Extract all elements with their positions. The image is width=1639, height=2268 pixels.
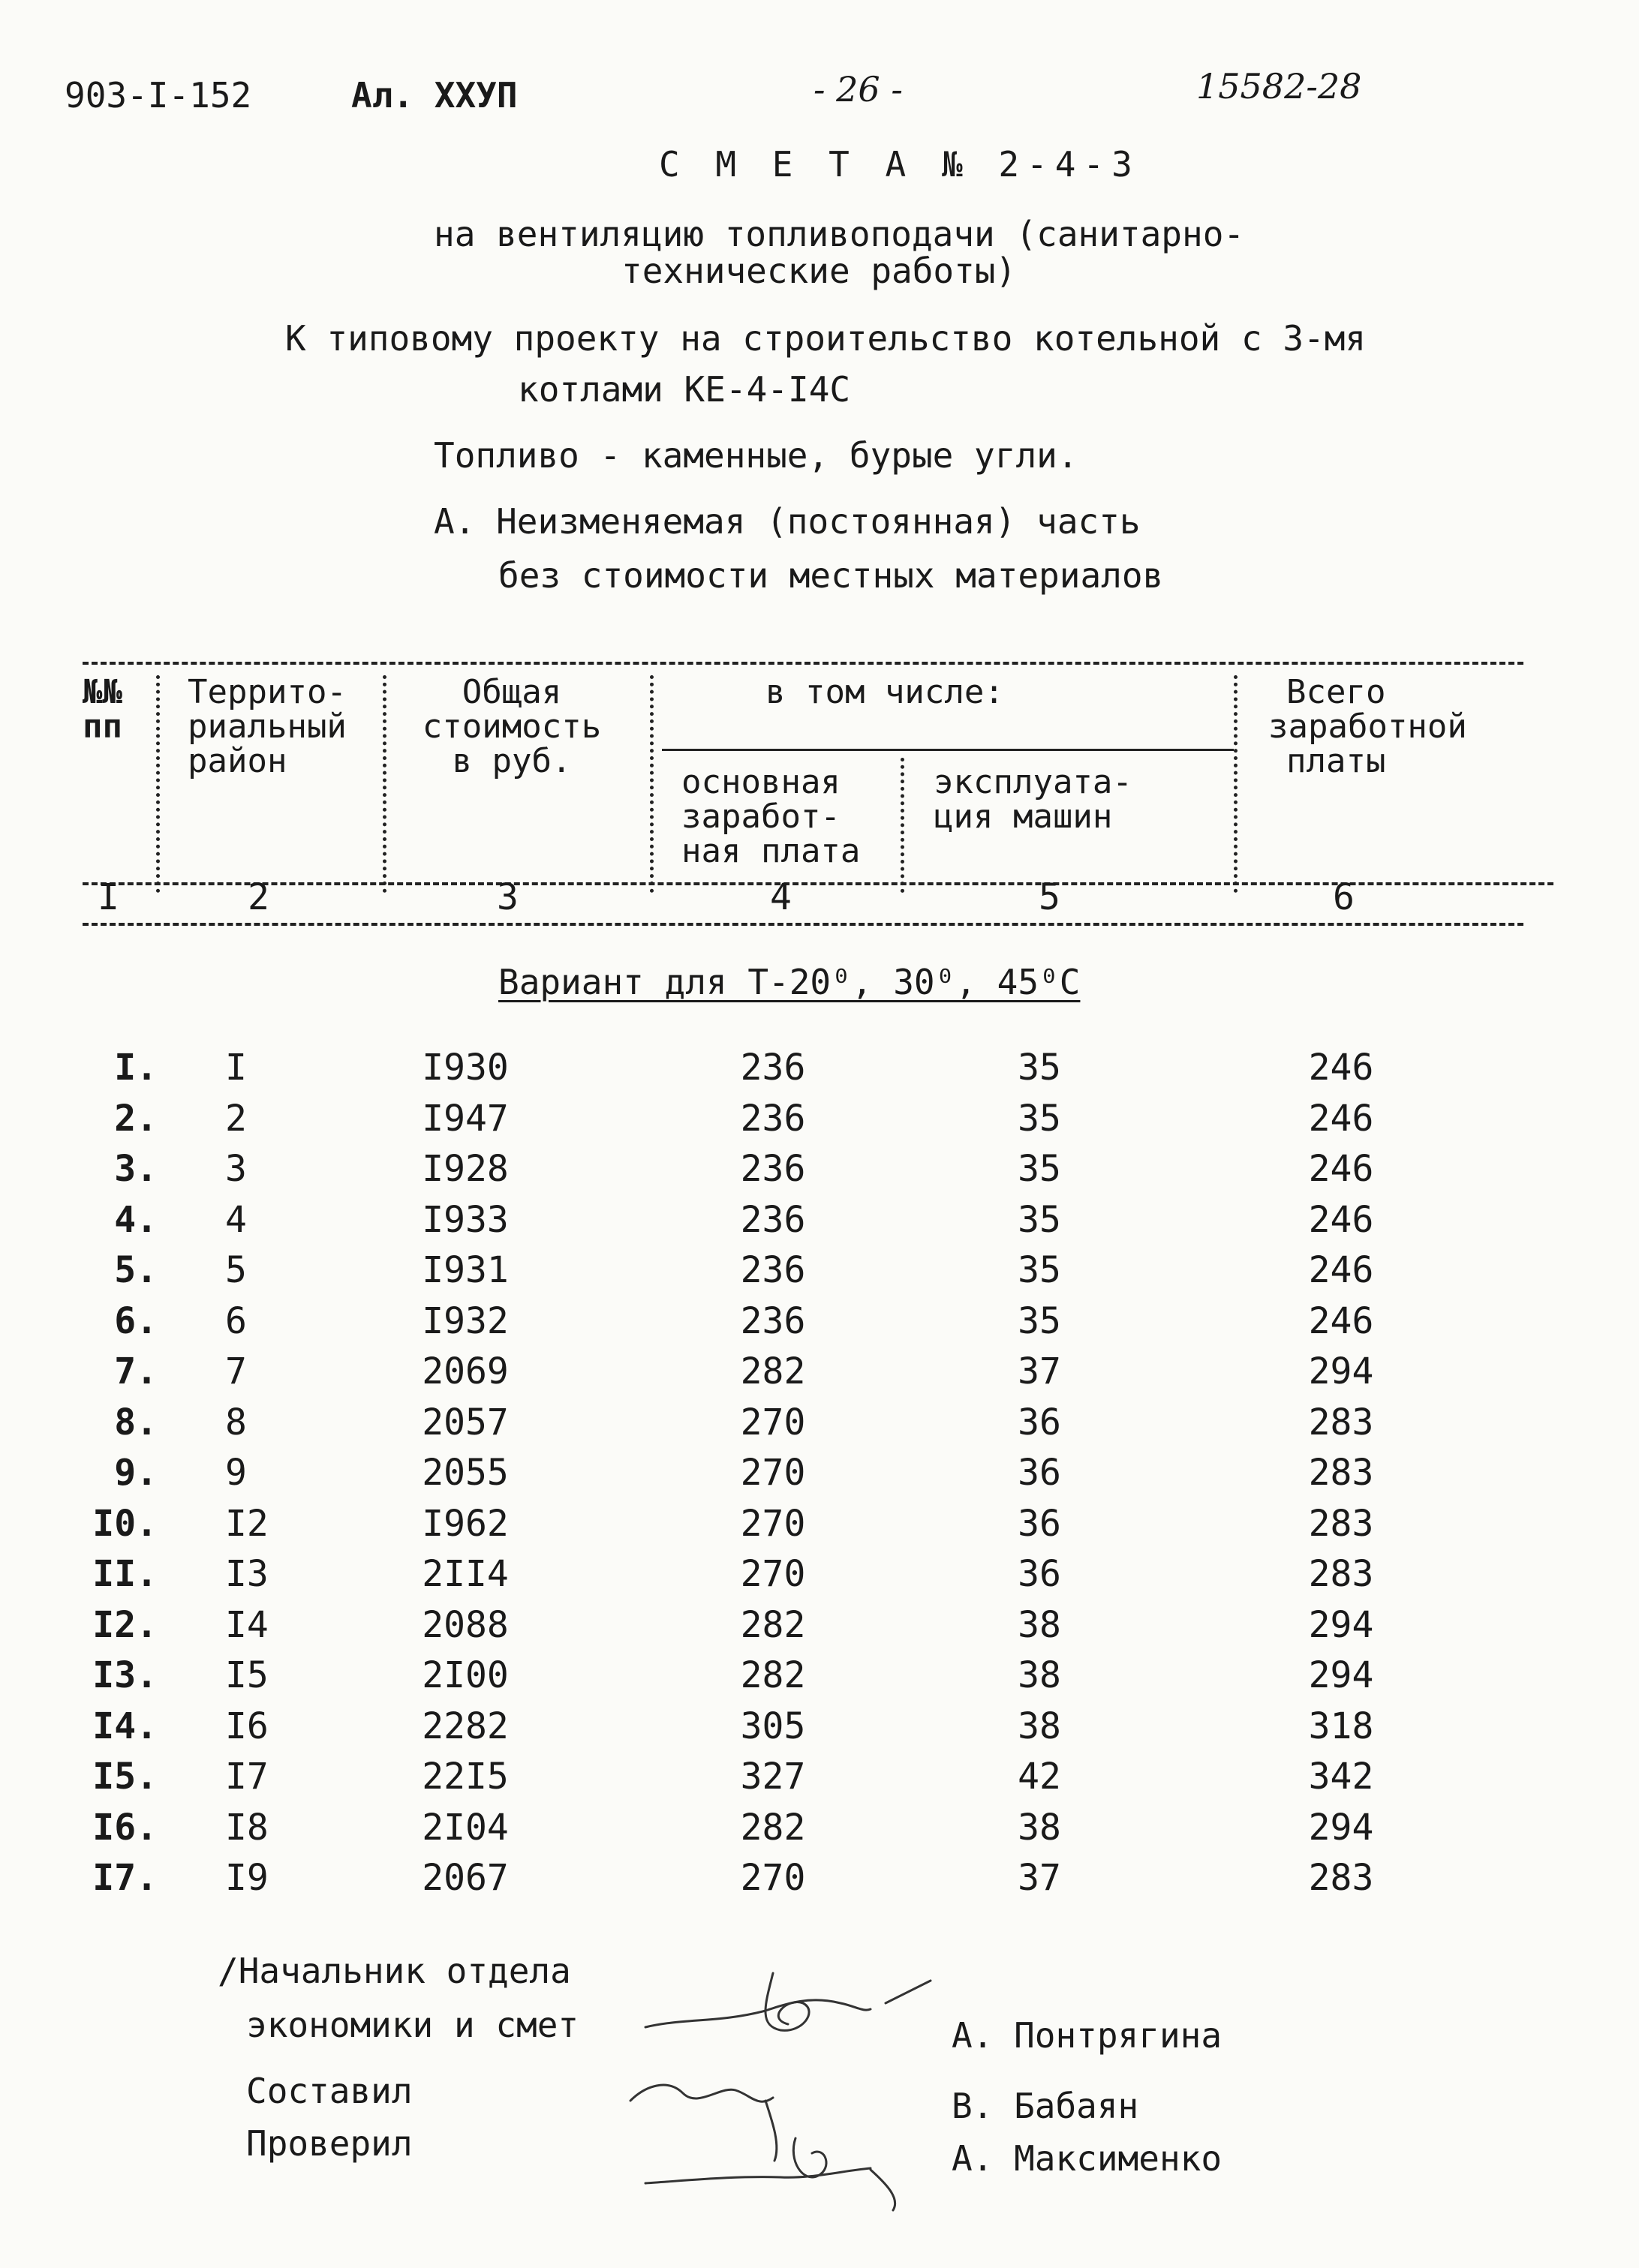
col-separator-5 bbox=[1234, 675, 1238, 893]
cell-total-cost: 2I00 bbox=[422, 1654, 509, 1696]
cell-base-salary: 305 bbox=[740, 1705, 806, 1747]
cell-total-salary: 318 bbox=[1308, 1705, 1374, 1747]
cell-total-cost: I932 bbox=[422, 1299, 509, 1342]
signature-scribbles bbox=[615, 1958, 961, 2213]
cell-base-salary: 270 bbox=[740, 1502, 806, 1545]
col-separator-3 bbox=[650, 675, 654, 893]
cell-total-salary: 283 bbox=[1308, 1401, 1374, 1443]
cell-total-salary: 246 bbox=[1308, 1148, 1374, 1190]
variant-label: Вариант для Т-20⁰, 30⁰, 45⁰С bbox=[498, 962, 1081, 1002]
cell-total-cost: I947 bbox=[422, 1097, 509, 1140]
cell-row-number: 9. bbox=[114, 1452, 158, 1494]
cell-region: 3 bbox=[225, 1148, 247, 1190]
col-numbers-lower-rule bbox=[83, 923, 1523, 926]
cell-total-salary: 294 bbox=[1308, 1654, 1374, 1696]
signature-head-tail bbox=[886, 1981, 931, 2003]
cell-total-cost: 2282 bbox=[422, 1705, 509, 1747]
col-number-1: I bbox=[98, 876, 119, 918]
cell-region: 4 bbox=[225, 1198, 247, 1241]
cell-region: I6 bbox=[225, 1705, 269, 1747]
col-header-total-salary-line-3: платы bbox=[1286, 742, 1386, 780]
signature-compiled-stroke bbox=[630, 2085, 773, 2101]
signer-name-3: А. Максименко bbox=[952, 2138, 1222, 2179]
cell-row-number: 2. bbox=[114, 1097, 158, 1140]
cell-region: I4 bbox=[225, 1603, 269, 1646]
cell-machine-operation: 35 bbox=[1018, 1299, 1061, 1342]
cell-row-number: I3. bbox=[92, 1654, 158, 1696]
col-header-base-salary-line-2: заработ- bbox=[681, 798, 841, 836]
col-number-6: 6 bbox=[1333, 876, 1355, 918]
cell-base-salary: 236 bbox=[740, 1299, 806, 1342]
cell-machine-operation: 38 bbox=[1018, 1654, 1061, 1696]
col-header-region-line-3: район bbox=[188, 742, 287, 780]
part-description-2: без стоимости местных материалов bbox=[498, 555, 1164, 596]
cell-total-cost: I962 bbox=[422, 1502, 509, 1545]
signature-checked-stroke bbox=[645, 2168, 871, 2183]
cell-base-salary: 282 bbox=[740, 1350, 806, 1392]
cell-row-number: I0. bbox=[92, 1502, 158, 1545]
cell-machine-operation: 35 bbox=[1018, 1148, 1061, 1190]
cell-machine-operation: 36 bbox=[1018, 1502, 1061, 1545]
cell-region: I7 bbox=[225, 1756, 269, 1798]
subtitle-line-1: на вентиляцию топливоподачи (санитарно- bbox=[434, 214, 1245, 254]
cell-total-cost: 2055 bbox=[422, 1452, 509, 1494]
col-header-number-label: №№ пп bbox=[83, 673, 122, 746]
cell-base-salary: 270 bbox=[740, 1553, 806, 1595]
document-title: С М Е Т А № 2-4-3 bbox=[659, 144, 1140, 185]
cell-machine-operation: 35 bbox=[1018, 1249, 1061, 1291]
role-compiled: Составил bbox=[246, 2071, 413, 2111]
cell-base-salary: 270 bbox=[740, 1401, 806, 1443]
signer-name-2: В. Бабаян bbox=[952, 2086, 1139, 2126]
cell-row-number: I5. bbox=[92, 1756, 158, 1798]
cell-region: 2 bbox=[225, 1097, 247, 1140]
cell-region: I bbox=[225, 1047, 247, 1089]
cell-base-salary: 236 bbox=[740, 1198, 806, 1241]
col-number-5: 5 bbox=[1039, 876, 1060, 918]
cell-machine-operation: 35 bbox=[1018, 1097, 1061, 1140]
cell-region: I8 bbox=[225, 1806, 269, 1849]
col-header-base-salary-line-3: ная плата bbox=[681, 832, 861, 870]
col-header-base-salary bbox=[681, 765, 860, 869]
cell-machine-operation: 37 bbox=[1018, 1857, 1061, 1899]
role-head-line-1: /Начальник отдела bbox=[218, 1951, 571, 1991]
table-top-rule bbox=[83, 662, 1523, 665]
document-code: 903-I-152 bbox=[65, 75, 252, 116]
role-checked: Проверил bbox=[246, 2123, 413, 2164]
col-header-total-salary-line-2: заработной bbox=[1268, 707, 1467, 746]
col-header-machine-operation-line-1: эксплуата- bbox=[934, 763, 1132, 801]
col-number-4: 4 bbox=[770, 876, 792, 918]
cell-row-number: I4. bbox=[92, 1705, 158, 1747]
cell-total-salary: 294 bbox=[1308, 1806, 1374, 1849]
cell-machine-operation: 38 bbox=[1018, 1806, 1061, 1849]
sheet-number: 15582-28 bbox=[1196, 66, 1362, 107]
cell-base-salary: 270 bbox=[740, 1452, 806, 1494]
cell-region: 7 bbox=[225, 1350, 247, 1392]
cell-base-salary: 282 bbox=[740, 1806, 806, 1849]
cell-row-number: 4. bbox=[114, 1198, 158, 1241]
cell-region: 8 bbox=[225, 1401, 247, 1443]
cell-total-salary: 246 bbox=[1308, 1047, 1374, 1089]
cell-total-cost: I930 bbox=[422, 1047, 509, 1089]
col-header-total-cost-line-2: стоимость bbox=[422, 707, 602, 746]
cell-row-number: I. bbox=[114, 1047, 158, 1089]
part-description-1: А. Неизменяемая (постоянная) часть bbox=[434, 501, 1141, 542]
signature-head-loop bbox=[765, 1973, 809, 2030]
col-header-region bbox=[188, 675, 347, 779]
cell-row-number: 7. bbox=[114, 1350, 158, 1392]
cell-total-salary: 342 bbox=[1308, 1756, 1374, 1798]
cell-machine-operation: 35 bbox=[1018, 1047, 1061, 1089]
cell-total-salary: 283 bbox=[1308, 1452, 1374, 1494]
cell-total-cost: I931 bbox=[422, 1249, 509, 1291]
col-header-total-cost-line-3: в руб. bbox=[452, 742, 572, 780]
cell-region: 6 bbox=[225, 1299, 247, 1342]
cell-total-cost: I933 bbox=[422, 1198, 509, 1241]
signature-head-stroke bbox=[645, 2000, 871, 2027]
cell-base-salary: 270 bbox=[740, 1857, 806, 1899]
cell-total-salary: 283 bbox=[1308, 1553, 1374, 1595]
cell-base-salary: 236 bbox=[740, 1097, 806, 1140]
group-divider bbox=[662, 749, 1234, 751]
album-number: Ал. XXУП bbox=[351, 75, 518, 116]
cell-machine-operation: 36 bbox=[1018, 1401, 1061, 1443]
cell-region: I3 bbox=[225, 1553, 269, 1595]
cell-base-salary: 282 bbox=[740, 1654, 806, 1696]
col-header-base-salary-line-1: основная bbox=[681, 763, 841, 801]
cell-row-number: I7. bbox=[92, 1857, 158, 1899]
project-line-2: котлами КЕ-4-I4С bbox=[518, 369, 851, 410]
cell-total-cost: 22I5 bbox=[422, 1756, 509, 1798]
col-number-2: 2 bbox=[248, 876, 269, 918]
cell-total-cost: 2II4 bbox=[422, 1553, 509, 1595]
cell-row-number: 5. bbox=[114, 1249, 158, 1291]
cell-total-salary: 246 bbox=[1308, 1249, 1374, 1291]
col-separator-1 bbox=[156, 675, 160, 893]
signature-checked-loop bbox=[793, 2138, 826, 2177]
fuel-type: Топливо - каменные, бурые угли. bbox=[434, 435, 1078, 476]
col-number-3: 3 bbox=[497, 876, 519, 918]
cell-base-salary: 236 bbox=[740, 1148, 806, 1190]
cell-total-salary: 283 bbox=[1308, 1502, 1374, 1545]
cell-total-salary: 294 bbox=[1308, 1603, 1374, 1646]
cell-total-cost: 2067 bbox=[422, 1857, 509, 1899]
signer-name-1: А. Понтрягина bbox=[952, 2015, 1222, 2056]
cell-base-salary: 236 bbox=[740, 1249, 806, 1291]
cell-machine-operation: 38 bbox=[1018, 1705, 1061, 1747]
cell-total-salary: 294 bbox=[1308, 1350, 1374, 1392]
col-separator-2 bbox=[383, 675, 386, 893]
cell-total-cost: 2057 bbox=[422, 1401, 509, 1443]
col-header-region-line-2: риальный bbox=[188, 707, 347, 746]
col-header-number bbox=[83, 675, 143, 744]
col-header-machine-operation-line-2: ция машин bbox=[934, 798, 1113, 836]
cell-base-salary: 236 bbox=[740, 1047, 806, 1089]
cell-row-number: I6. bbox=[92, 1806, 158, 1849]
subtitle-line-2: технические работы) bbox=[621, 251, 1017, 291]
col-header-group: в том числе: bbox=[765, 673, 1004, 711]
cell-base-salary: 327 bbox=[740, 1756, 806, 1798]
cell-machine-operation: 42 bbox=[1018, 1756, 1061, 1798]
cell-row-number: 3. bbox=[114, 1148, 158, 1190]
signature-compiled-tail bbox=[765, 2101, 777, 2161]
cell-region: 9 bbox=[225, 1452, 247, 1494]
project-line-1: К типовому проекту на строительство котельной с 3-мя bbox=[285, 318, 1367, 359]
cell-total-cost: 2I04 bbox=[422, 1806, 509, 1849]
cell-total-salary: 246 bbox=[1308, 1198, 1374, 1241]
col-separator-4 bbox=[901, 758, 904, 893]
cell-region: I9 bbox=[225, 1857, 269, 1899]
col-header-region-line-1: Террито- bbox=[188, 673, 347, 711]
col-header-total-salary-line-1: Всего bbox=[1286, 673, 1386, 711]
cell-row-number: 6. bbox=[114, 1299, 158, 1342]
cell-total-cost: 2088 bbox=[422, 1603, 509, 1646]
cell-machine-operation: 36 bbox=[1018, 1452, 1061, 1494]
cell-region: 5 bbox=[225, 1249, 247, 1291]
cell-machine-operation: 36 bbox=[1018, 1553, 1061, 1595]
cell-total-cost: 2069 bbox=[422, 1350, 509, 1392]
cell-row-number: II. bbox=[92, 1553, 158, 1595]
cell-region: I5 bbox=[225, 1654, 269, 1696]
cell-base-salary: 282 bbox=[740, 1603, 806, 1646]
cell-row-number: 8. bbox=[114, 1401, 158, 1443]
col-header-total-cost bbox=[414, 675, 609, 779]
cell-machine-operation: 38 bbox=[1018, 1603, 1061, 1646]
page-number: - 26 - bbox=[813, 69, 903, 110]
cell-total-salary: 283 bbox=[1308, 1857, 1374, 1899]
cell-region: I2 bbox=[225, 1502, 269, 1545]
col-header-total-salary bbox=[1268, 675, 1467, 779]
col-header-machine-operation bbox=[934, 765, 1132, 834]
cell-row-number: I2. bbox=[92, 1603, 158, 1646]
cell-machine-operation: 37 bbox=[1018, 1350, 1061, 1392]
cell-total-salary: 246 bbox=[1308, 1097, 1374, 1140]
role-head-line-2: экономики и смет bbox=[246, 2005, 579, 2045]
col-header-total-cost-line-1: Общая bbox=[462, 673, 562, 711]
cell-total-cost: I928 bbox=[422, 1148, 509, 1190]
cell-machine-operation: 35 bbox=[1018, 1198, 1061, 1241]
cell-total-salary: 246 bbox=[1308, 1299, 1374, 1342]
signature-checked-tail bbox=[871, 2170, 895, 2210]
